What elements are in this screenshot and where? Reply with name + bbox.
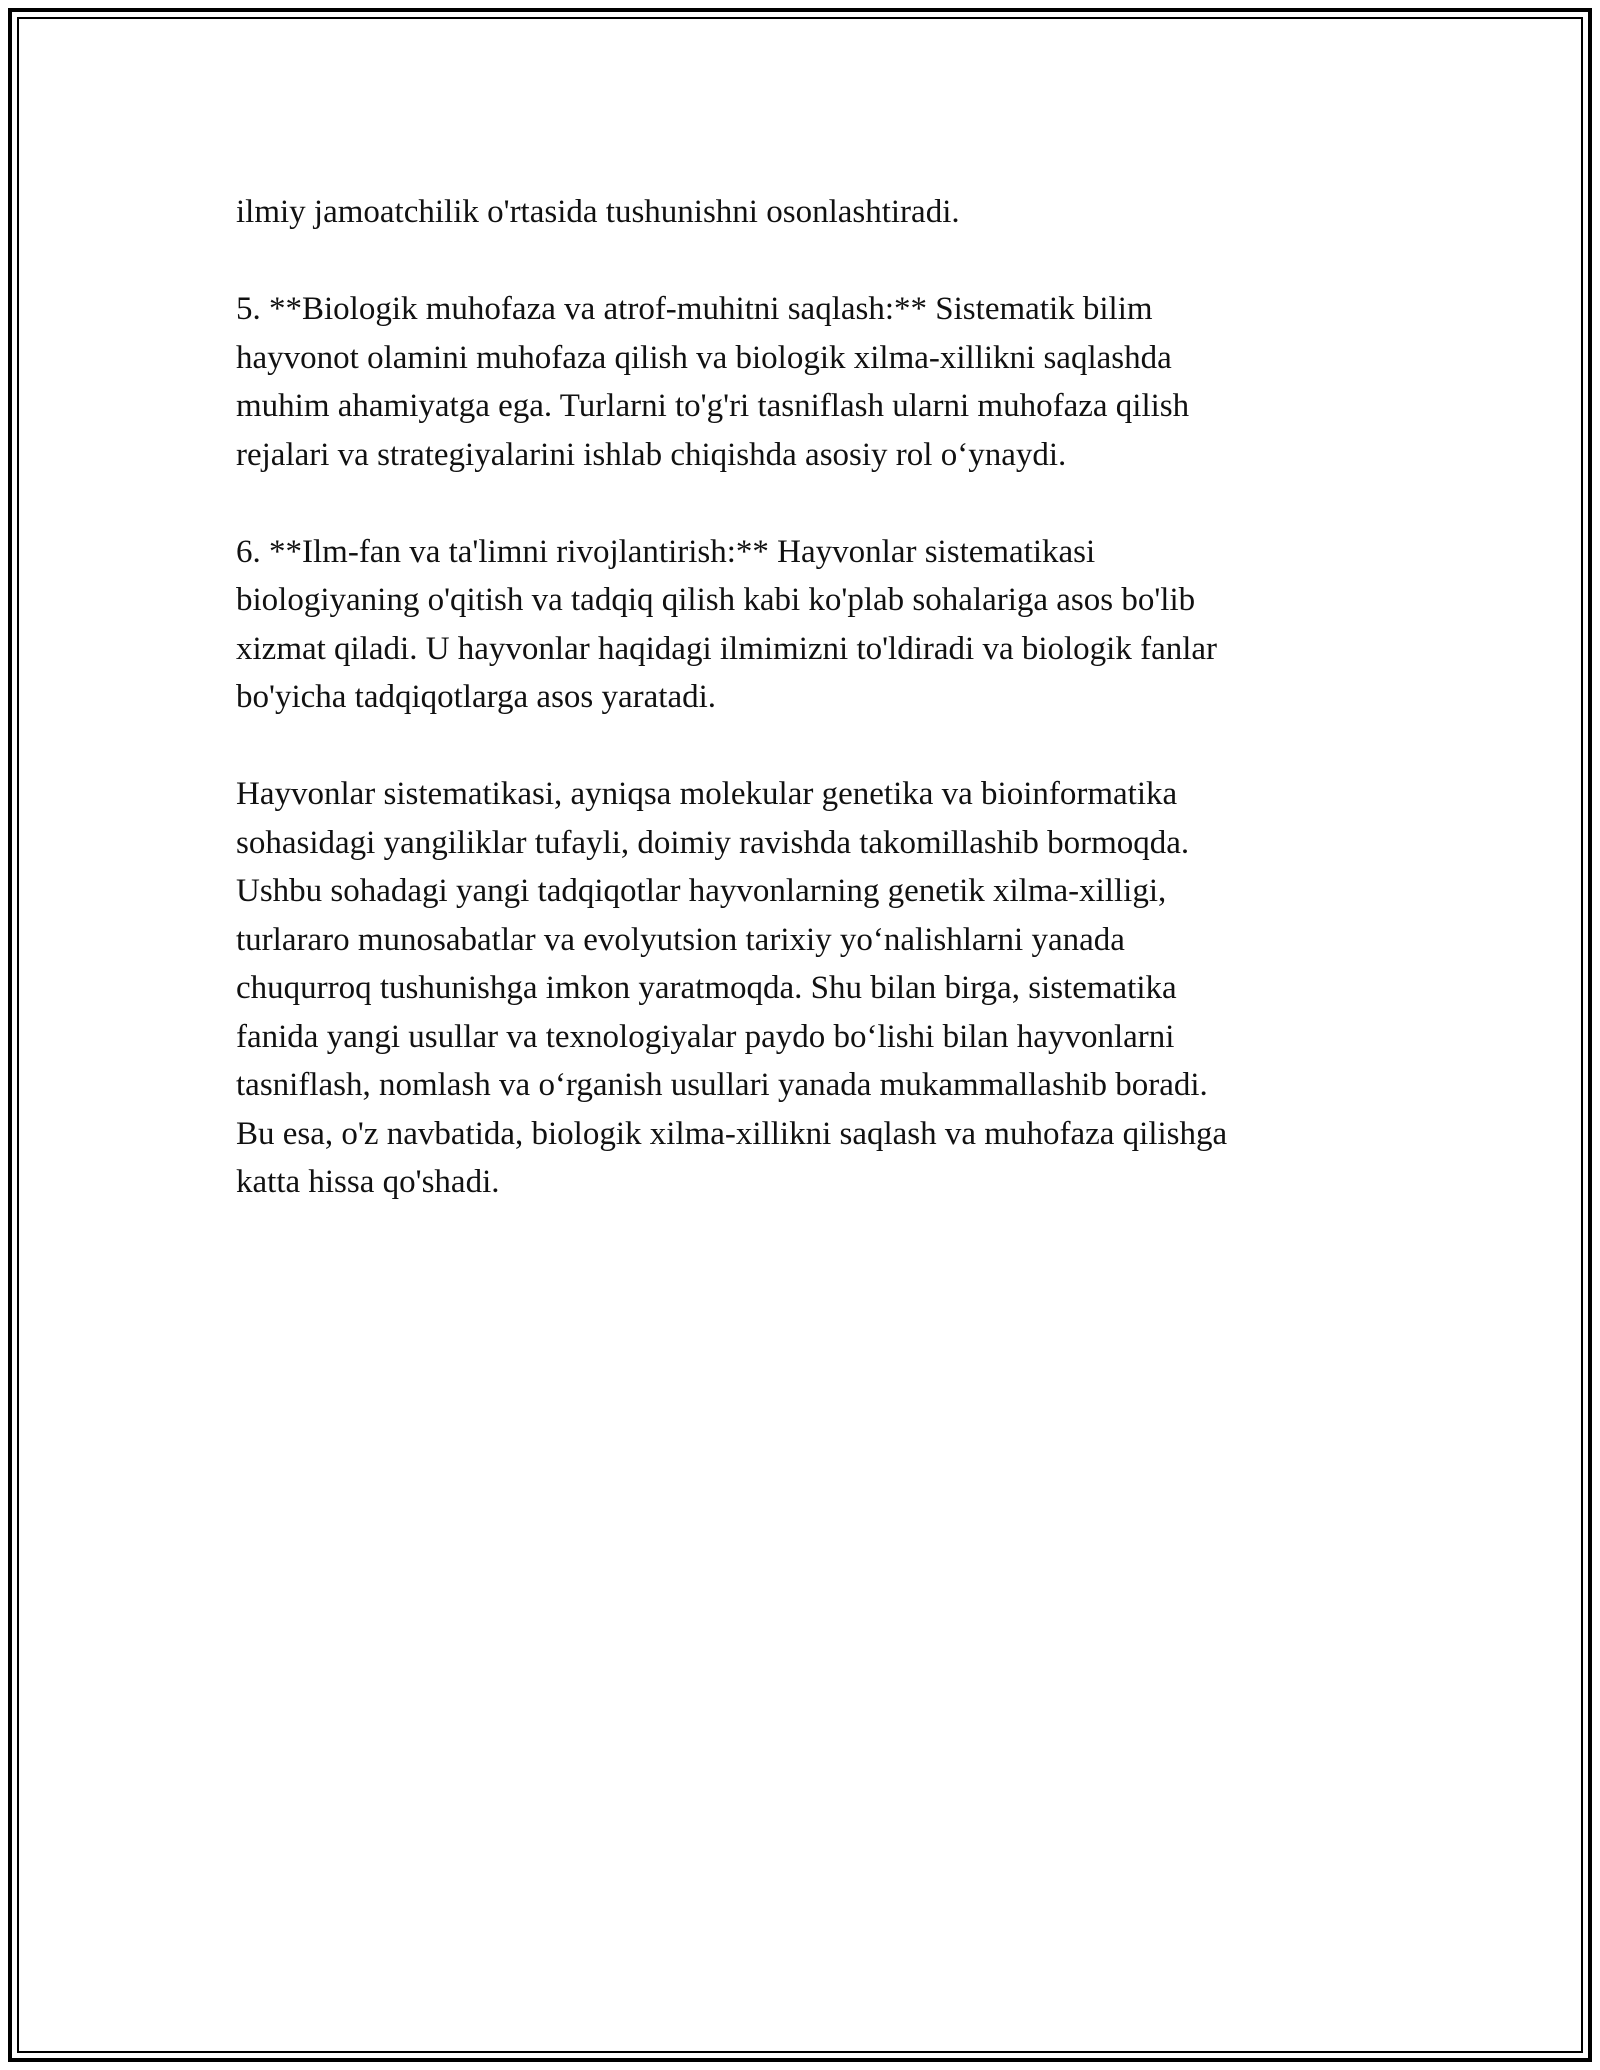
text-line: biologiyaning o'qitish va tadqiq qilish kabi ko'plab sohalariga asos bo'lib	[236, 582, 1196, 618]
text-line: 6. **Ilm-fan va ta'limni rivojlantirish:** Hayvonlar sistematikasi	[236, 533, 1096, 570]
text-line: bo'yicha tadqiqotlarga asos yaratadi.	[236, 679, 717, 715]
text-line: Ushbu sohadagi yangi tadqiqotlar hayvonlarning genetik xilma-xilligi,	[236, 873, 1167, 909]
text-line: 5. **Biologik muhofaza va atrof-muhitni saqlash:** Sistematik bilim	[236, 291, 1153, 327]
paragraph-item-5	[236, 285, 1376, 479]
document-body	[236, 188, 1376, 1255]
text-line: turlararo munosabatlar va evolyutsion tarixiy yo‘nalishlarni yanada	[236, 921, 1125, 958]
paragraph-continuation	[236, 188, 1376, 237]
text-line: sohasidagi yangiliklar tufayli, doimiy ravishda takomillashib bormoqda.	[236, 824, 1190, 861]
text-line: ilmiy jamoatchilik o'rtasida tushunishni osonlashtiradi.	[236, 194, 960, 230]
paragraph-item-6	[236, 528, 1376, 722]
text-line: fanida yangi usullar va texnologiyalar paydo bo‘lishi bilan hayvonlarni	[236, 1018, 1175, 1055]
text-line: Hayvonlar sistematikasi, ayniqsa molekular genetika va bioinformatika	[236, 776, 1178, 812]
text-line: muhim ahamiyatga ega. Turlarni to'g'ri tasniflash ularni muhofaza qilish	[236, 388, 1190, 424]
text-line: hayvonot olamini muhofaza qilish va biologik xilma-xillikni saqlashda	[236, 339, 1172, 376]
text-line: rejalari va strategiyalarini ishlab chiqishda asosiy rol o‘ynaydi.	[236, 436, 1067, 473]
paragraph-conclusion	[236, 770, 1376, 1207]
text-line: chuqurroq tushunishga imkon yaratmoqda. Shu bilan birga, sistematika	[236, 970, 1177, 1006]
text-line: xizmat qiladi. U hayvonlar haqidagi ilmimizni to'ldiradi va biologik fanlar	[236, 630, 1218, 667]
text-line: katta hissa qo'shadi.	[236, 1164, 500, 1200]
text-line: Bu esa, o'z navbatida, biologik xilma-xillikni saqlash va muhofaza qilishga	[236, 1115, 1228, 1152]
text-line: tasniflash, nomlash va o‘rganish usullari yanada mukammallashib boradi.	[236, 1067, 1208, 1103]
